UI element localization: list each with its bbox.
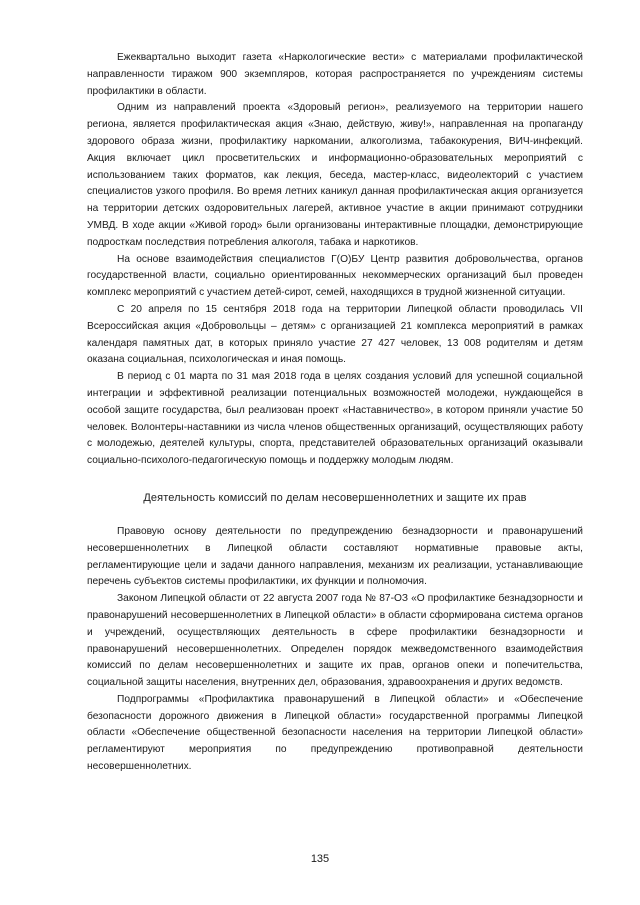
- paragraph-volunteer-center: На основе взаимодействия специалистов Г(О)БУ Центр развития добровольчества, органов государственной власти, социально ориентированных некоммерческих организаций был проведен комплекс мероприятий с участием детей-сирот, семей, находящихся в трудной жизненной ситуации.: [87, 253, 583, 299]
- paragraph-mentorship: В период с 01 марта по 31 мая 2018 года в целях создания условий для успешной социальной интеграции и эффективной реализации потенциальных возможностей молодежи, нуждающейся в особой защите государства, был реализован проект «Наставничество», в котором приняли участие 50 человек. Волонтеры-наставники из числа членов общественных организаций, осуществляющих работу с молодежью, деятелей культуры, спорта, представителей образовательных организаций оказывали социально-психолого-педагогическую помощь и поддержку молодым людям.: [87, 371, 583, 467]
- paragraph-subprograms: Подпрограммы «Профилактика правонарушений в Липецкой области» и «Обеспечение безопасности дорожного движения в Липецкой области» государственной программы Липецкой области «Обеспечение общественной безопасности населения на территории Липецкой области» регламентируют мероприятия по предупреждению противоправной деятельности несовершеннолетних.: [87, 693, 583, 773]
- paragraph-regional-law: Законом Липецкой области от 22 августа 2007 года № 87-ОЗ «О профилактике безнадзорности и правонарушений несовершеннолетних в Липецкой области» в области сформирована система органов и учреждений, осуществляющих деятельность в сфере профилактики безнадзорности и правонарушений несовершеннолетних. Определен порядок межведомственного взаимодействия комиссий по делам несовершеннолетних и защите их прав, органов опеки и попечительства, социальной защиты населения, внутренних дел, образования, здравоохранения и других ведомств.: [87, 593, 583, 689]
- document-page: [87, 50, 583, 776]
- paragraph-volunteers-children: С 20 апреля по 15 сентября 2018 года на территории Липецкой области проводилась VII Всероссийская акция «Добровольцы – детям» с организацией 21 комплекса мероприятий в рамках календаря памятных дат, в которых приняло участие 27 427 человек, 13 008 родителям и детям оказана социальная, психологическая и иная помощь.: [87, 303, 583, 366]
- page-number: 135: [310, 853, 330, 865]
- paragraph-newspaper: Ежеквартально выходит газета «Наркологические вести» с материалами профилактической направленности тиражом 900 экземпляров, которая распространяется по учреждениям системы профилактики в области.: [87, 52, 583, 97]
- section-title: Деятельность комиссий по делам несовершеннолетних и защите их прав: [143, 491, 527, 504]
- paragraph-healthy-region: Одним из направлений проекта «Здоровый регион», реализуемого на территории нашего региона, является профилактическая акция «Знаю, действую, живу!», направленная на пропаганду здорового образа жизни, профилактику наркомании, алкоголизма, табакокурения, ВИЧ-инфекций. Акция включает цикл просветительских и информационно-образовательных мероприятий с использованием таких форматов, как лекция, беседа, мастер-класс, видеолекторий с участием специалистов узкого профиля. Во время летних каникул данная профилактическая акция организуется на территории детских оздоровительных лагерей, активное участие в акции принимают сотрудники УМВД. В ходе акции «Живой город» были организованы интерактивные площадки, демонстрирующие подросткам последствия потребления алкоголя, табака и наркотиков.: [87, 102, 583, 248]
- paragraph-legal-basis: Правовую основу деятельности по предупреждению безнадзорности и правонарушений несовершеннолетних в Липецкой области составляют нормативные правовые акты, регламентирующие цели и задачи данного направления, механизм их реализации, устанавливающие перечень субъектов системы профилактики, их функции и полномочия.: [87, 525, 583, 588]
